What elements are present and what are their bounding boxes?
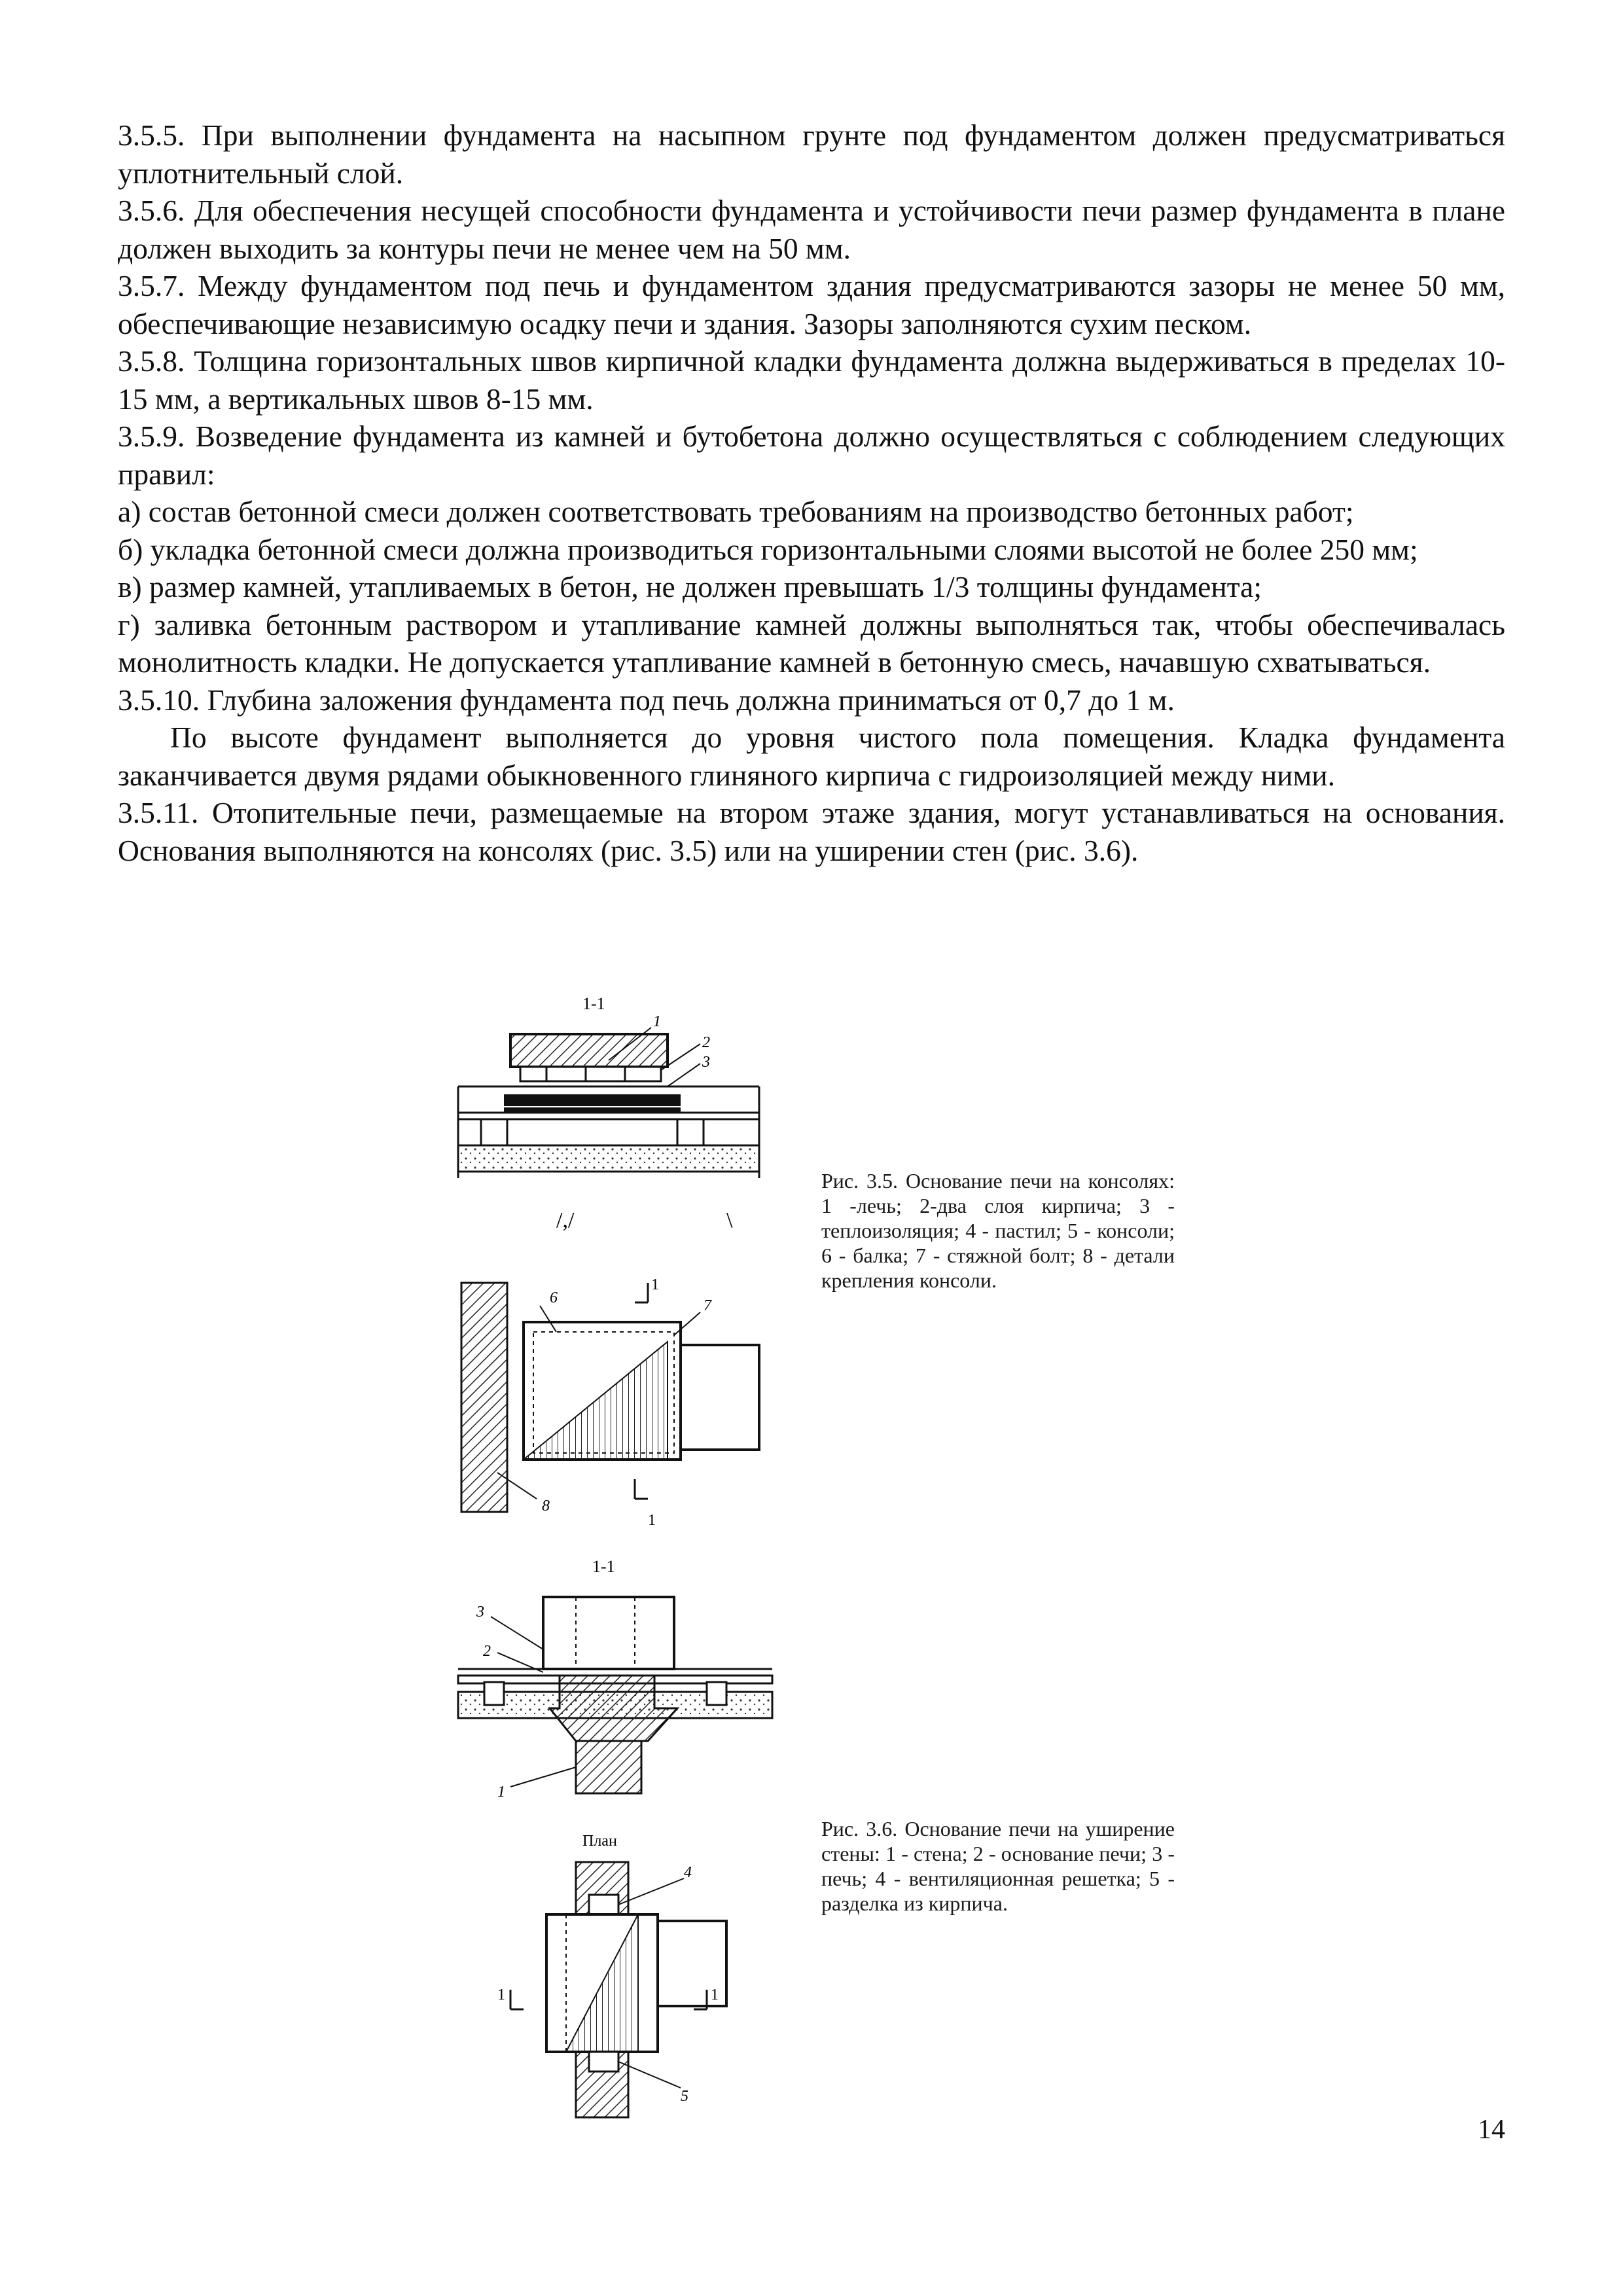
callout-2: 2 <box>483 1643 491 1660</box>
cut-label: 1 <box>651 1276 659 1293</box>
figure-3-6-section-drawing <box>445 1551 798 1813</box>
paragraph: 3.5.11. Отопительные печи, размещаемые на втором этаже здания, могут устанавливаться на основания. Основания выполняются на консолях (рис. 3.5) или на уширении стен (рис. 3.6). <box>118 796 1505 867</box>
paragraph: 3.5.5. При выполнении фундамента на насыпном грунте под фундаментом должен предусматриваться уплотнительный слой. <box>118 118 1505 190</box>
list-item: а) состав бетонной смеси должен соответствовать требованиям на производство бетонных работ; <box>118 495 1354 528</box>
plan-label: План <box>582 1833 617 1850</box>
figure-3-5-section-drawing <box>445 982 785 1244</box>
list-item: в) размер камней, утапливаемых в бетон, не должен превышать 1/3 толщины фундамента; <box>118 570 1262 603</box>
figure-3-5-caption: Рис. 3.5. Основание печи на консолях: 1 -лечь; 2-два слоя кирпича; 3 - теплоизоляция; 4 - пастил; 5 - консоли; 6 - балка; 7 - стяжной болт; 8 - детали крепления консоли. <box>821 1169 1175 1292</box>
section-mark: /,/ <box>556 1208 575 1232</box>
section-label: 1-1 <box>582 994 605 1013</box>
paragraph: 3.5.8. Толщина горизонтальных швов кирпичной кладки фундамента должна выдерживаться в пределах 10-15 мм, а вертикальных швов 8-15 мм. <box>118 344 1505 416</box>
cut-label: 1 <box>711 1986 719 2003</box>
callout-4: 4 <box>684 1864 692 1881</box>
paragraph: 3.5.9. Возведение фундамента из камней и бутобетона должно осуществляться с соблюдением следующих правил: <box>118 420 1505 491</box>
callout-3: 3 <box>476 1604 484 1621</box>
section-label: 1-1 <box>592 1557 615 1576</box>
paragraph: 3.5.6. Для обеспечения несущей способности фундамента и устойчивости печи размер фундамента в плане должен выходить за контуры печи не менее чем на 50 мм. <box>118 194 1505 265</box>
page-number: 14 <box>1478 2115 1505 2145</box>
section-mark: \ <box>726 1208 733 1232</box>
figure-3-6-caption: Рис. 3.6. Основание печи на уширение стены: 1 - стена; 2 - основание печи; 3 - печь; 4 - вентиляционная решетка; 5 - разделка из кирпича. <box>821 1817 1175 1915</box>
figure-3-5-plan-drawing <box>452 1270 805 1538</box>
cut-label: 1 <box>648 1512 656 1529</box>
callout-1: 1 <box>653 1013 661 1030</box>
callout-7: 7 <box>704 1297 711 1314</box>
body-text <box>118 117 1505 869</box>
callout-5: 5 <box>681 2088 688 2105</box>
callout-1: 1 <box>497 1784 505 1801</box>
paragraph: 3.5.10. Глубина заложения фундамента под печь должна приниматься от 0,7 до 1 м. <box>118 683 1175 717</box>
callout-8: 8 <box>542 1498 550 1515</box>
callout-2: 2 <box>702 1034 710 1051</box>
paragraph: 3.5.7. Между фундаментом под печь и фундаментом здания предусматриваются зазоры не менее 50 мм, обеспечивающие независимую осадку печи и здания. Зазоры заполняются сухим песком. <box>118 269 1505 340</box>
callout-3: 3 <box>702 1054 710 1071</box>
cut-label: 1 <box>497 1986 505 2003</box>
list-item: б) укладка бетонной смеси должна производиться горизонтальными слоями высотой не более 250 мм; <box>118 532 1418 566</box>
figure-3-6-plan-drawing <box>484 1826 812 2134</box>
paragraph: По высоте фундамент выполняется до уровня чистого пола помещения. Кладка фундамента заканчивается двумя рядами обыкновенного глиняного кирпича с гидроизоляцией между ними. <box>118 721 1505 792</box>
list-item: г) заливка бетонным раствором и утапливание камней должны выполняться так, чтобы обеспечивалась монолитность кладки. Не допускается утапливание камней в бетонную смесь, начавшую схватываться. <box>118 607 1505 679</box>
callout-6: 6 <box>550 1289 558 1306</box>
